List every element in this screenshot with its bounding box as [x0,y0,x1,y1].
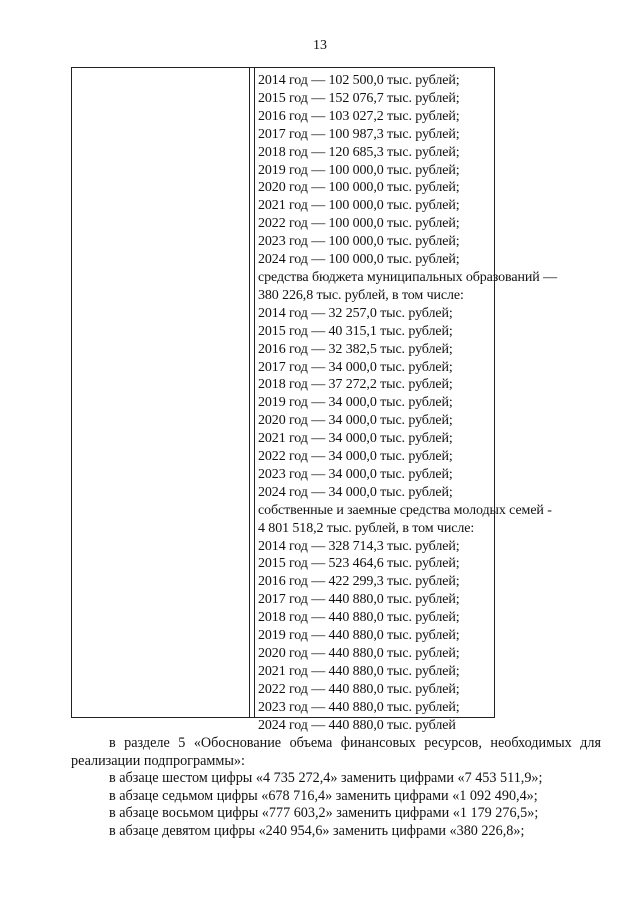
table-line: 2017 год — 100 987,3 тыс. рублей; [258,126,460,142]
table-line: 2020 год — 100 000,0 тыс. рублей; [258,180,460,196]
table-line: 2018 год — 37 272,2 тыс. рублей; [258,377,453,393]
section-intro-line: в разделе 5 «Обоснование объема финансовых ресурсов, необходимых для [109,735,601,751]
table-line: 2023 год — 440 880,0 тыс. рублей; [258,699,460,715]
amendments-block [71,735,601,841]
table-line: 2024 год — 100 000,0 тыс. рублей; [258,252,460,268]
amendment-item: в абзаце шестом цифры «4 735 272,4» заменить цифрами «7 453 511,9»; [109,770,543,787]
table-line: 2020 год — 34 000,0 тыс. рублей; [258,413,453,429]
page-number: 13 [313,38,327,53]
table-line: собственные и заемные средства молодых семей - [258,502,552,518]
table-line: 2015 год — 152 076,7 тыс. рублей; [258,90,460,106]
table-line: 2015 год — 40 315,1 тыс. рублей; [258,323,453,339]
table-line: 2019 год — 34 000,0 тыс. рублей; [258,395,453,411]
table-line: 2019 год — 440 880,0 тыс. рублей; [258,628,460,644]
table-line: 2024 год — 440 880,0 тыс. рублей [258,717,456,733]
table-line: 380 226,8 тыс. рублей, в том числе: [258,287,464,303]
table-line: 4 801 518,2 тыс. рублей, в том числе: [258,520,475,536]
table-line: 2021 год — 440 880,0 тыс. рублей; [258,663,460,679]
amendment-item: в абзаце седьмом цифры «678 716,4» заменить цифрами «1 092 490,4»; [109,787,538,804]
table-line: 2017 год — 34 000,0 тыс. рублей; [258,359,453,375]
table-line: 2019 год — 100 000,0 тыс. рублей; [258,162,460,178]
amendment-items [71,770,601,840]
funding-table [71,67,557,733]
amendment-item: в абзаце девятом цифры «240 954,6» заменить цифрами «380 226,8»; [109,822,525,839]
table-line: 2018 год — 120 685,3 тыс. рублей; [258,144,460,160]
table-line: 2021 год — 100 000,0 тыс. рублей; [258,198,460,214]
table-line: 2017 год — 440 880,0 тыс. рублей; [258,592,460,608]
table-line: средства бюджета муниципальных образований — [258,269,557,285]
table-line: 2016 год — 103 027,2 тыс. рублей; [258,108,460,124]
table-line: 2023 год — 34 000,0 тыс. рублей; [258,466,453,482]
table-right-cell [254,68,557,733]
table-line: 2014 год — 102 500,0 тыс. рублей; [258,73,460,88]
table-line: 2014 год — 328 714,3 тыс. рублей; [258,538,460,554]
table-line: 2022 год — 440 880,0 тыс. рублей; [258,681,460,697]
table-line: 2021 год — 34 000,0 тыс. рублей; [258,431,453,447]
table-line: 2022 год — 100 000,0 тыс. рублей; [258,216,460,232]
table-line: 2020 год — 440 880,0 тыс. рублей; [258,646,460,661]
table-line: 2023 год — 100 000,0 тыс. рублей; [258,234,460,250]
table-left-cell [72,68,250,717]
table-line: 2022 год — 34 000,0 тыс. рублей; [258,449,453,465]
section-intro-line: реализации подпрограммы»: [71,752,245,769]
table-line: 2014 год — 32 257,0 тыс. рублей; [258,305,453,321]
table-line: 2016 год — 32 382,5 тыс. рублей; [258,341,453,357]
table-line: 2015 год — 523 464,6 тыс. рублей; [258,556,460,572]
amendment-item: в абзаце восьмом цифры «777 603,2» заменить цифрами «1 179 276,5»; [109,805,539,822]
table-line: 2024 год — 34 000,0 тыс. рублей; [258,484,453,500]
table-line: 2016 год — 422 299,3 тыс. рублей; [258,574,460,590]
table-line: 2018 год — 440 880,0 тыс. рублей; [258,610,460,626]
